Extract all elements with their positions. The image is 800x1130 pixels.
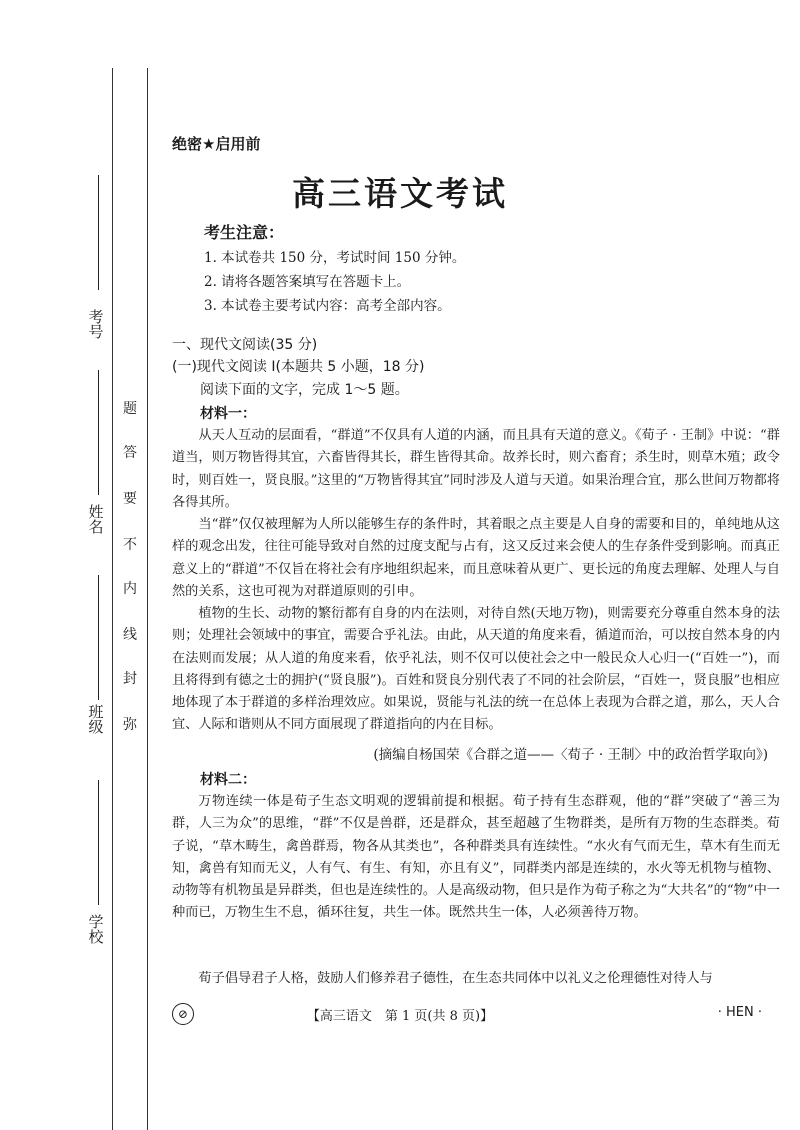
material-one-label: 材料一： <box>200 406 256 422</box>
name-label: 姓名 <box>88 503 104 536</box>
class-line <box>98 575 99 700</box>
section-title: 一、现代文阅读(35 分) <box>172 337 318 353</box>
material-one-source: (摘编自杨国荣《合群之道——〈荀子 · 王制〉中的政治哲学取向》) <box>373 747 768 763</box>
material-one-paragraph: 植物的生长、动物的繁衍都有自身的内在法则，对待自然(天地万物)，则需要充分尊重自然本身的法则；处理社会领域中的事宜，需要合乎礼法。由此，从天道的角度来看，循道而治，可以按自然本身的内在法则而发展；从人道的角度来看，依乎礼法，则不仅可以使社会之中一般民众人心归一(“百姓一”)，而且将得到有德之士的拥护(“贤良服”)。百姓和贤良分别代表了不同的社会阶层，“百姓一，贤良服”也相应地体现了本于群道的多样治理效应。如果说，贤能与礼法的统一在总体上表现为合群之道，那么，天人合宜、人际和谐则从不同方面展现了群道指向的内在目标。 <box>172 606 780 733</box>
exam-code: · HEN · <box>717 1005 762 1020</box>
exam-no-label: 考号 <box>88 308 104 341</box>
seal-warning-char: 线 <box>123 627 137 643</box>
section-subtitle: (一)现代文阅读 Ⅰ(本题共 5 小题，18 分) <box>172 359 425 375</box>
seal-warning-char: 题 <box>123 401 137 417</box>
material-two-paragraph: 万物连续一体是荀子生态文明观的逻辑前提和根据。荀子持有生态群观，他的“群”突破了“善三为群，人三为众”的思维，“群”不仅是兽群，还是群众，甚至超越了生物群类，是所有万物的生态群类。荀子说，“草木畴生，禽兽群焉，物各从其类也”，各种群类具有连续性。“水火有气而无生，草木有生而无知，禽兽有知而无义，人有气、有生、有知，亦且有义”，同群类内部是连续的，水火等无机物与植物、动物等有机物虽是异群类，但也是连续性的。人是高级动物，但只是作为荀子称之为“大共名”的“物”中一种而已，万物生生不息，循环往复，共生一体。既然共生一体，人必须善待万物。 <box>172 794 780 921</box>
publisher-logo-icon: ⊘ <box>172 1003 194 1025</box>
seal-warning-char: 弥 <box>123 717 137 733</box>
top-secret-mark: 绝密★启用前 <box>172 135 261 153</box>
material-one-paragraph: 从天人互动的层面看，“群道”不仅具有人道的内涵，而且具有天道的意义。《荀子 · 王制》中说：“群道当，则万物皆得其宜，六畜皆得其长，群生皆得其命。故养长时，则六畜育；杀生时，则草木殖；政令时，则百姓一，贤良服。”这里的“万物皆得其宜”同时涉及人道与天道。如果治理合宜，那么世间万物都将各得其所。 <box>172 428 780 510</box>
seal-warning-char: 答 <box>123 445 137 461</box>
material-two-label: 材料二： <box>200 772 256 788</box>
reading-instruction: 阅读下面的文字，完成 1～5 题。 <box>200 382 409 398</box>
material-one-paragraph: 当“群”仅仅被理解为人所以能够生存的条件时，其着眼之点主要是人自身的需要和目的，单纯地从这样的观念出发，往往可能导致对自然的过度支配与占有，这又反过来会使人的生存条件受到影响。而真正意义上的“群道”不仅旨在将社会有序地组织起来，而且意味着从更广、更长远的角度去理解、处理人与自然的关系，这也可视为对群道原则的引申。 <box>172 517 780 599</box>
seal-warning-char: 封 <box>123 671 137 687</box>
class-label: 班级 <box>88 703 104 736</box>
name-line <box>98 370 99 495</box>
binding-line-outer <box>112 68 113 1130</box>
school-line <box>98 780 99 905</box>
notice-heading: 考生注意： <box>204 223 285 242</box>
seal-warning-char: 要 <box>123 491 137 507</box>
binding-line-inner <box>147 68 148 1130</box>
material-two-paragraph: 荀子倡导君子人格，鼓励人们修养君子德性，在生态共同体中以礼义之伦理德性对待人与 <box>198 971 713 986</box>
school-label: 学校 <box>88 913 104 946</box>
notice-item: 1. 本试卷共 150 分，考试时间 150 分钟。 <box>204 250 466 266</box>
seal-warning-char: 不 <box>123 537 137 553</box>
notice-item: 2. 请将各题答案填写在答题卡上。 <box>204 274 411 290</box>
notice-item: 3. 本试卷主要考试内容：高考全部内容。 <box>204 298 451 314</box>
exam-title: 高三语文考试 <box>292 174 508 213</box>
page-number: 【高三语文 第 1 页(共 8 页)】 <box>306 1009 494 1024</box>
seal-warning-char: 内 <box>123 581 137 597</box>
page-footer <box>0 1003 800 1027</box>
